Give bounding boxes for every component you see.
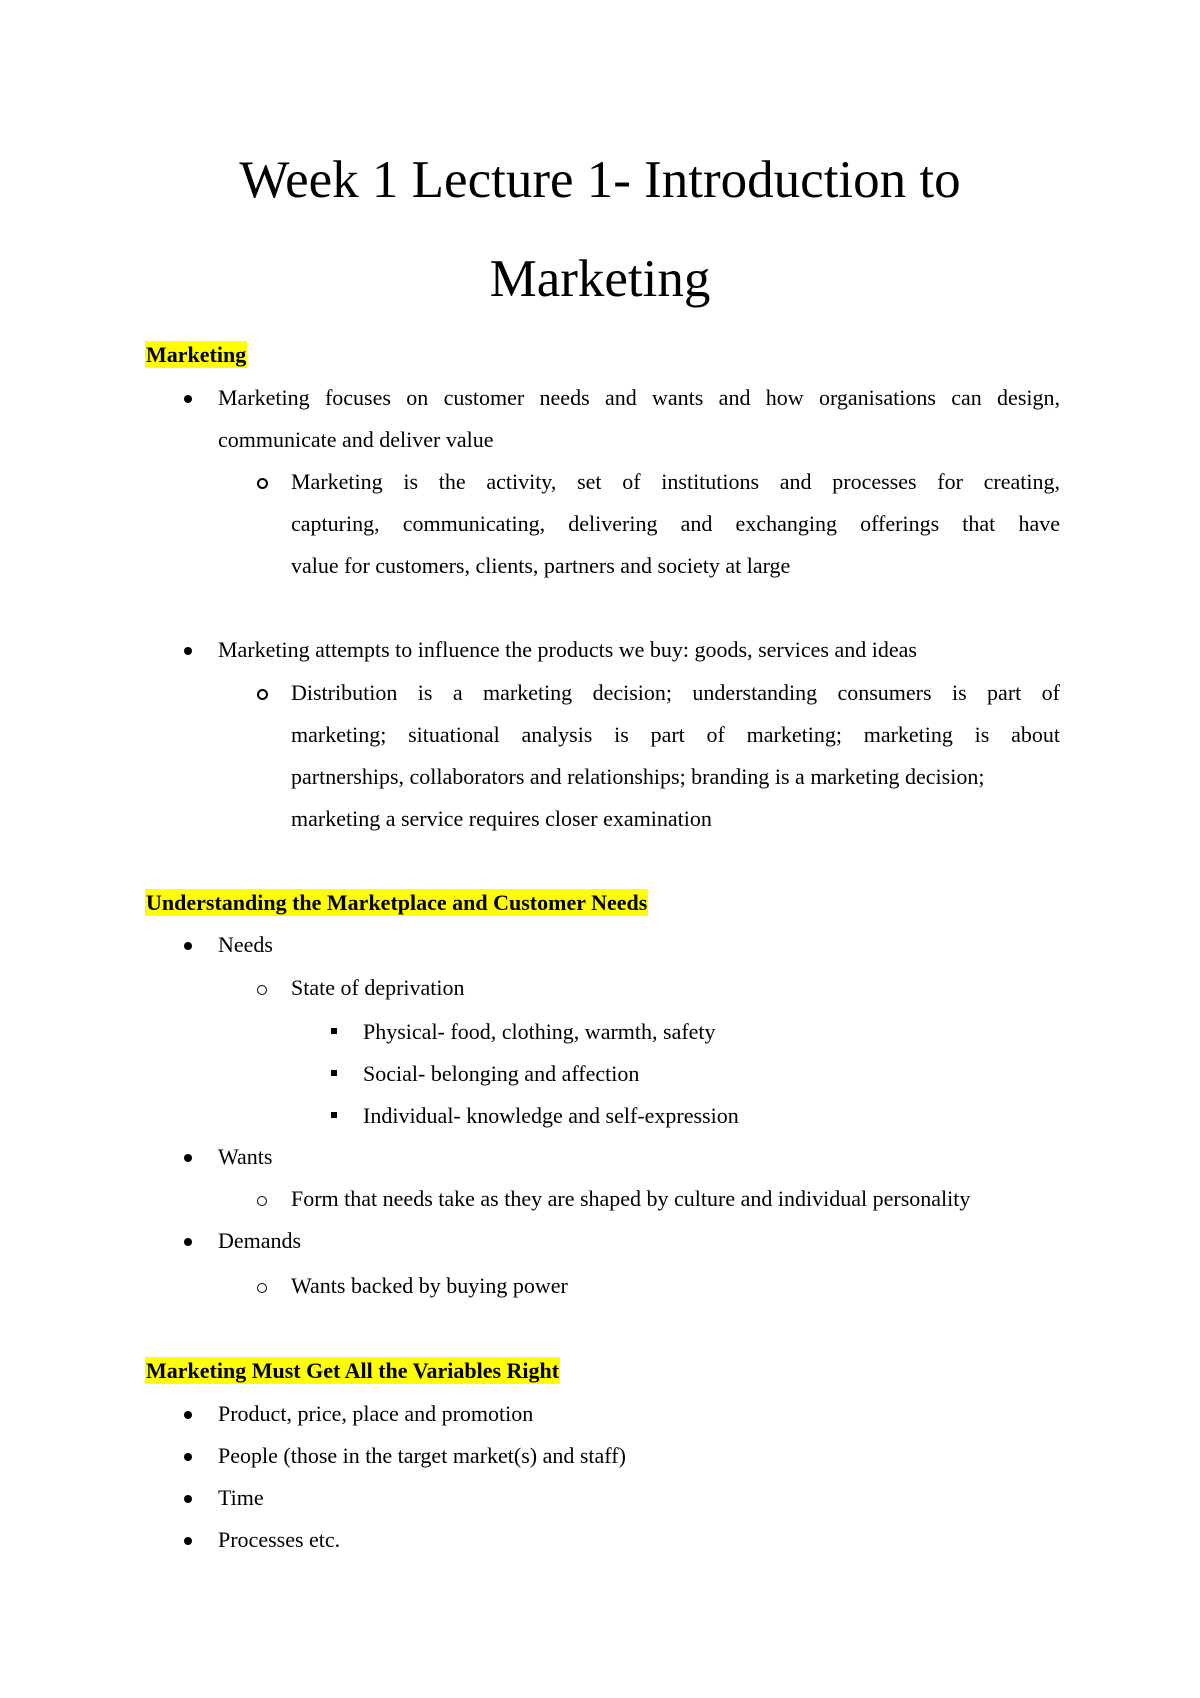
section-heading-marketplace: Understanding the Marketplace and Customer Needs xyxy=(146,890,648,915)
bullet-dot xyxy=(184,1238,192,1246)
bullet-dot xyxy=(184,1411,192,1419)
list-item-text: Wants backed by buying power xyxy=(291,1273,568,1298)
list-item-text: Form that needs take as they are shaped by culture and individual personality xyxy=(291,1186,971,1211)
bullet-dot xyxy=(184,395,192,403)
bullet-ring xyxy=(257,985,267,995)
list-item-text: value for customers, clients, partners and society at large xyxy=(291,553,791,578)
bullet-dot xyxy=(184,1537,192,1545)
list-item-text: Product, price, place and promotion xyxy=(218,1401,534,1426)
list-item-text: Marketing is the activity, set of institutions and processes for creating, xyxy=(291,469,1060,494)
bullet-dot xyxy=(184,942,192,950)
bullet-ring xyxy=(257,478,268,489)
list-item-text: Marketing attempts to influence the products we buy: goods, services and ideas xyxy=(218,637,917,662)
list-item-text: Physical- food, clothing, warmth, safety xyxy=(363,1019,716,1044)
list-item-text: communicate and deliver value xyxy=(218,427,494,452)
bullet-square xyxy=(331,1070,337,1076)
list-item-text: partnerships, collaborators and relationships; branding is a marketing decision; xyxy=(291,764,985,789)
page-title-line-1: Week 1 Lecture 1- Introduction to xyxy=(239,151,961,209)
bullet-ring xyxy=(257,1283,267,1293)
bullet-square xyxy=(331,1112,337,1118)
bullet-square xyxy=(331,1028,337,1034)
list-item-text: Demands xyxy=(218,1228,302,1253)
list-item-text: marketing a service requires closer examination xyxy=(291,806,712,831)
list-item-text: marketing; situational analysis is part of marketing; marketing is about xyxy=(291,722,1060,747)
section-heading-marketing: Marketing xyxy=(146,342,247,367)
list-item-text: Wants xyxy=(218,1144,273,1169)
list-item-text: Individual- knowledge and self-expression xyxy=(363,1103,739,1128)
list-item-text: Social- belonging and affection xyxy=(363,1061,640,1086)
section-heading-variables: Marketing Must Get All the Variables Right xyxy=(146,1358,560,1383)
list-item-text: Needs xyxy=(218,932,273,957)
bullet-dot xyxy=(184,1154,192,1162)
list-item-text: Processes etc. xyxy=(218,1527,341,1552)
list-item-text: Marketing focuses on customer needs and wants and how organisations can design, xyxy=(218,385,1060,410)
bullet-ring xyxy=(257,1196,267,1206)
bullet-dot xyxy=(184,1495,192,1503)
list-item-text: State of deprivation xyxy=(291,975,465,1000)
list-item-text: People (those in the target market(s) and staff) xyxy=(218,1443,626,1468)
list-item-text: Time xyxy=(218,1485,264,1510)
bullet-dot xyxy=(184,1453,192,1461)
page-title-line-2: Marketing xyxy=(489,250,711,308)
list-item-text: Distribution is a marketing decision; understanding consumers is part of xyxy=(291,680,1060,705)
bullet-dot xyxy=(184,647,192,655)
bullet-ring xyxy=(257,689,268,700)
list-item-text: capturing, communicating, delivering and exchanging offerings that have xyxy=(291,511,1060,536)
